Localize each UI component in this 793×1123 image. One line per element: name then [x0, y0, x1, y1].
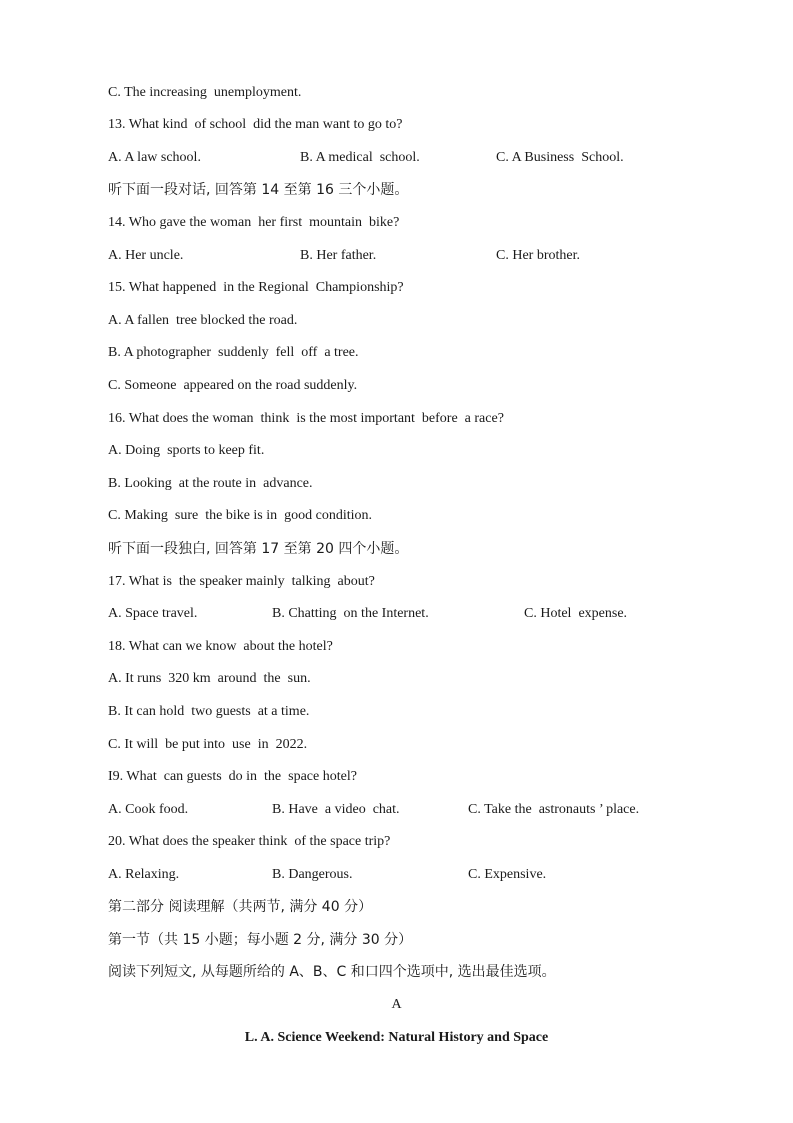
q19-option-c: C. Take the astronauts ’ place.: [468, 802, 640, 817]
q15-stem: 15. What happened in the Regional Championship?: [108, 280, 404, 295]
reading-instruction: 阅读下列短文, 从每题所给的 A、B、C 和口四个选项中, 选出最佳选项。: [108, 964, 556, 980]
q16-option-a: A. Doing sports to keep fit.: [108, 443, 265, 458]
q20-option-c: C. Expensive.: [468, 867, 547, 882]
q19-option-b: B. Have a video chat.: [272, 802, 400, 817]
q15-option-b: B. A photographer suddenly fell off a tree.: [108, 345, 359, 360]
q16-stem: 16. What does the woman think is the most important before a race?: [108, 411, 504, 426]
q18-option-a: A. It runs 320 km around the sun.: [108, 671, 311, 686]
passage-letter: A: [391, 997, 402, 1012]
q13-option-a: A. A law school.: [108, 150, 201, 165]
q17-option-a: A. Space travel.: [108, 606, 198, 621]
passage-title: L. A. Science Weekend: Natural History and Space: [244, 1030, 549, 1045]
q19-option-a: A. Cook food.: [108, 802, 189, 817]
q15-option-c: C. Someone appeared on the road suddenly.: [108, 378, 358, 393]
q14-option-c: C. Her brother.: [496, 248, 580, 263]
q13-option-b: B. A medical school.: [300, 150, 420, 165]
q18-stem: 18. What can we know about the hotel?: [108, 639, 333, 654]
q16-option-b: B. Looking at the route in advance.: [108, 476, 313, 491]
q14-option-b: B. Her father.: [300, 248, 377, 263]
q12-option-c: C. The increasing unemployment.: [108, 85, 302, 100]
q19-stem: I9. What can guests do in the space hotel?: [108, 769, 357, 784]
q17-stem: 17. What is the speaker mainly talking about?: [108, 574, 375, 589]
instruction-14-16: 听下面一段对话, 回答第 14 至第 16 三个小题。: [108, 182, 409, 198]
q20-option-a: A. Relaxing.: [108, 867, 180, 882]
q14-stem: 14. Who gave the woman her first mountain bike?: [108, 215, 400, 230]
q20-option-b: B. Dangerous.: [272, 867, 353, 882]
q18-option-b: B. It can hold two guests at a time.: [108, 704, 310, 719]
section-one-heading: 第一节（共 15 小题；每小题 2 分, 满分 30 分）: [108, 932, 413, 948]
q17-option-b: B. Chatting on the Internet.: [272, 606, 429, 621]
q20-stem: 20. What does the speaker think of the space trip?: [108, 834, 391, 849]
q13-stem: 13. What kind of school did the man want to go to?: [108, 117, 403, 132]
q15-option-a: A. A fallen tree blocked the road.: [108, 313, 298, 328]
q16-option-c: C. Making sure the bike is in good condition.: [108, 508, 373, 523]
q18-option-c: C. It will be put into use in 2022.: [108, 737, 308, 752]
part-two-heading: 第二部分 阅读理解（共两节, 满分 40 分）: [108, 899, 373, 915]
q13-option-c: C. A Business School.: [496, 150, 624, 165]
instruction-17-20: 听下面一段独白, 回答第 17 至第 20 四个小题。: [108, 541, 409, 557]
q17-option-c: C. Hotel expense.: [524, 606, 628, 621]
q14-option-a: A. Her uncle.: [108, 248, 184, 263]
